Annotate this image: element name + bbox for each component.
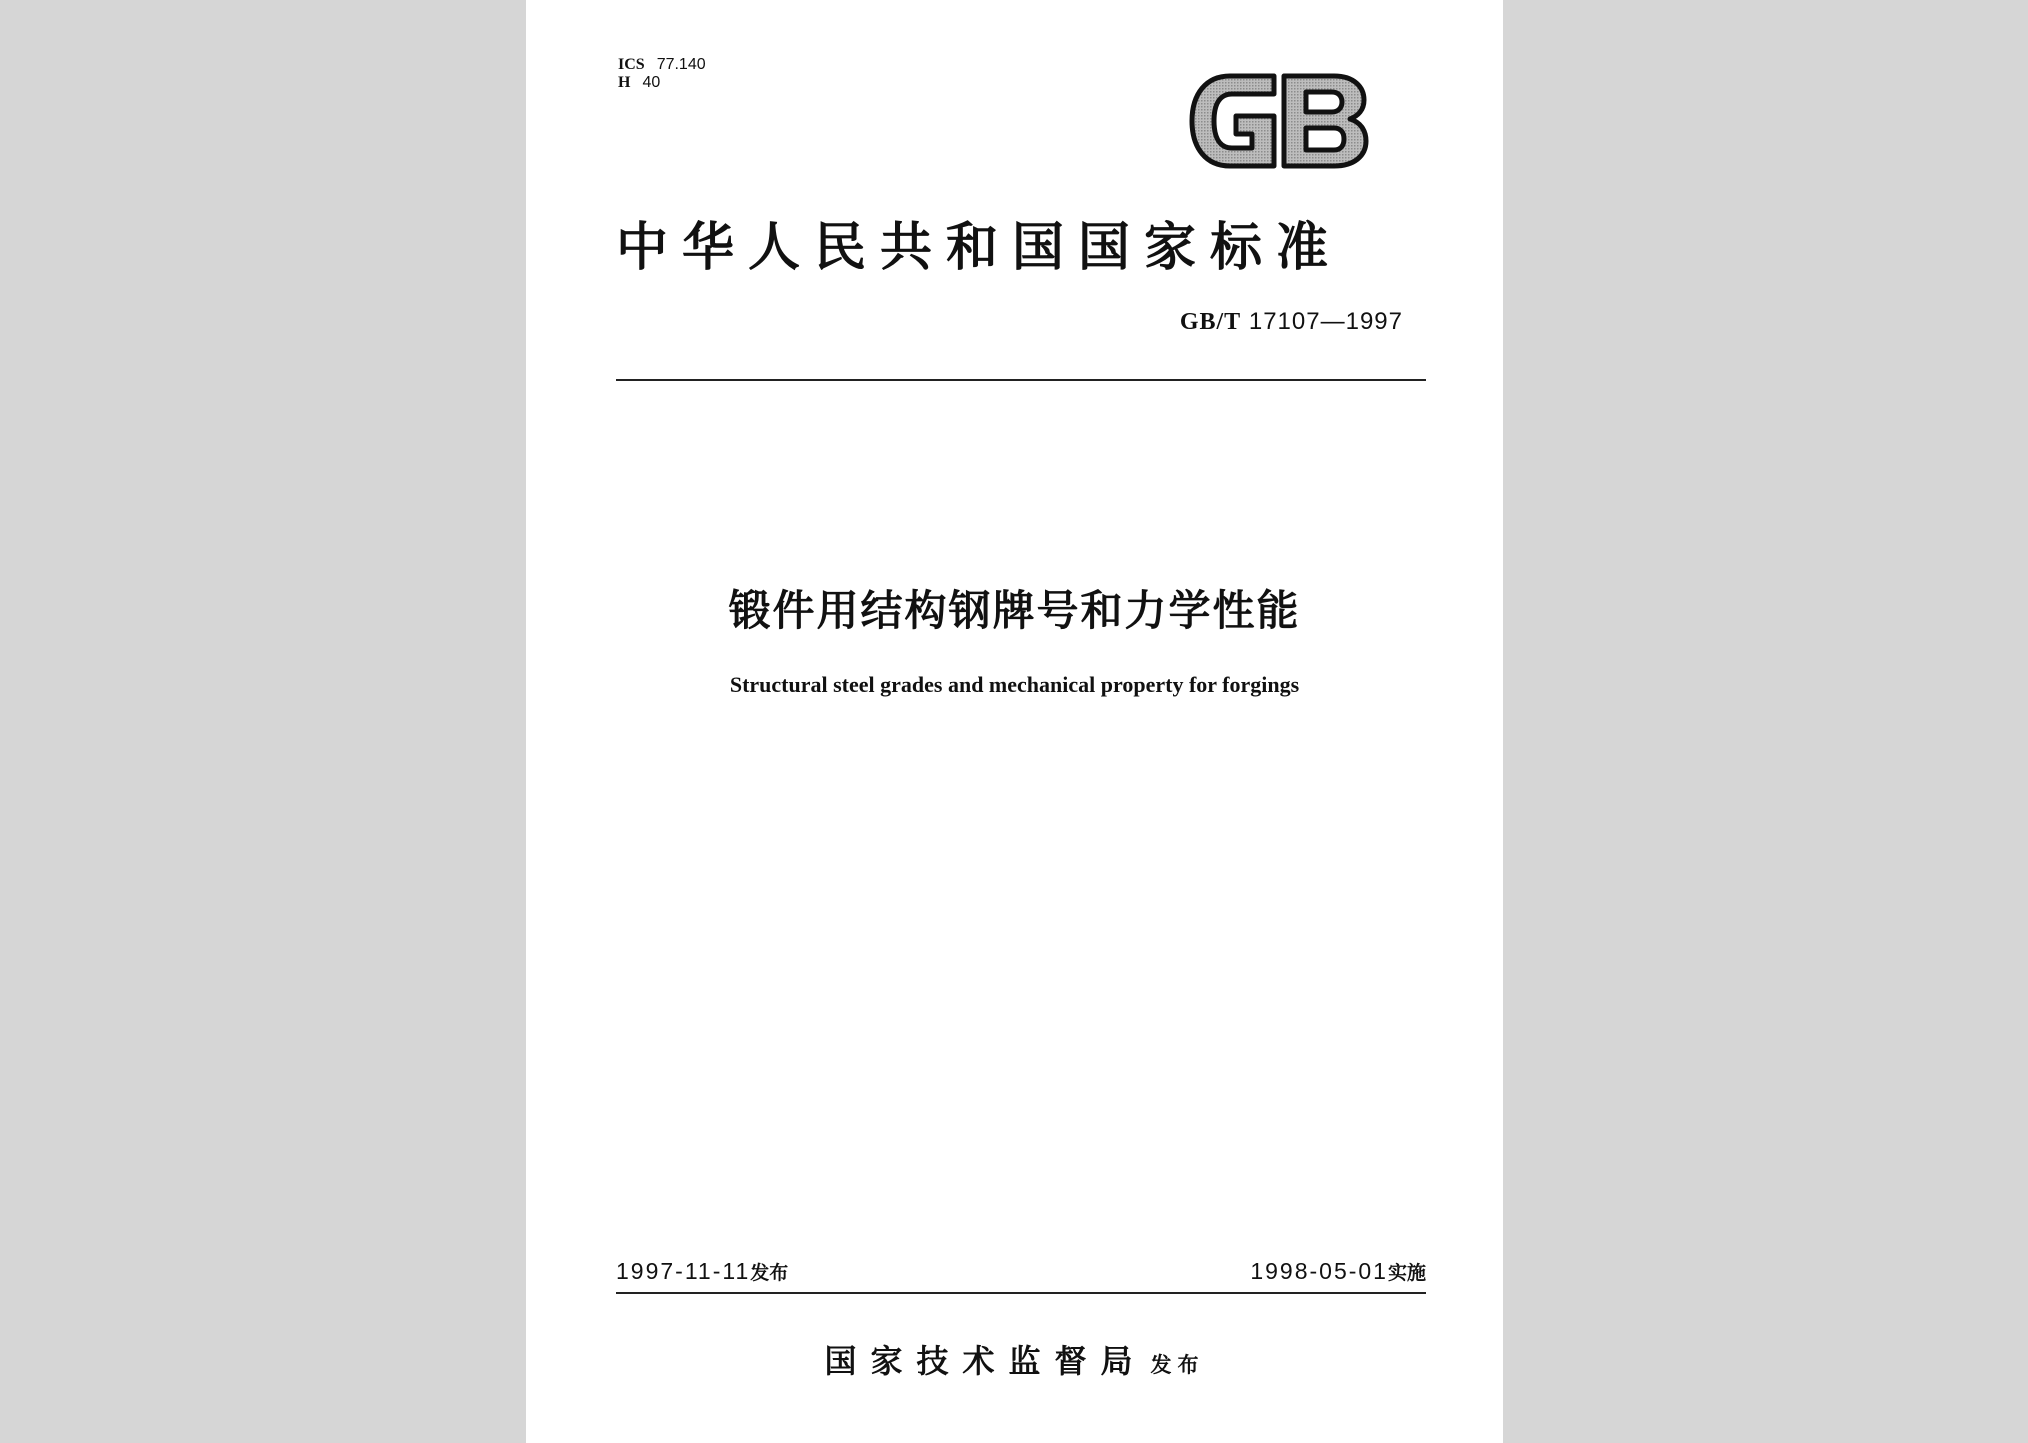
implementation-date [1250,1258,1426,1285]
publisher-name: 国家技术监督局 [824,1342,1147,1380]
implementation-date-suffix: 实施 [1387,1262,1426,1284]
standard-number [1180,308,1403,336]
document-page [526,0,1503,1443]
publisher [526,1336,1503,1382]
standard-number-prefix: GB/T [1179,309,1242,335]
bottom-divider [616,1292,1426,1294]
standard-number-value: 17107—1997 [1248,308,1403,335]
ics-label: ICS [618,56,645,73]
chinese-title: 锻件用结构钢牌号和力学性能 [728,586,1301,635]
top-divider [616,379,1426,381]
publisher-suffix: 发布 [1150,1352,1205,1377]
issue-date-suffix: 发布 [750,1262,789,1284]
issue-date [616,1258,788,1285]
class-value: 40 [642,74,661,91]
national-standard-heading: 中华人民共和国国家标准 [616,217,1343,278]
class-label: H [618,74,631,91]
issue-date-value: 1997-11-11 [616,1258,751,1284]
date-row [616,1258,1426,1288]
english-title: Structural steel grades and mechanical property for forgings [729,672,1300,697]
ics-value: 77.140 [656,56,706,73]
classification-codes [618,56,706,92]
gb-logo [1186,70,1371,172]
implementation-date-value: 1998-05-01 [1250,1258,1388,1284]
